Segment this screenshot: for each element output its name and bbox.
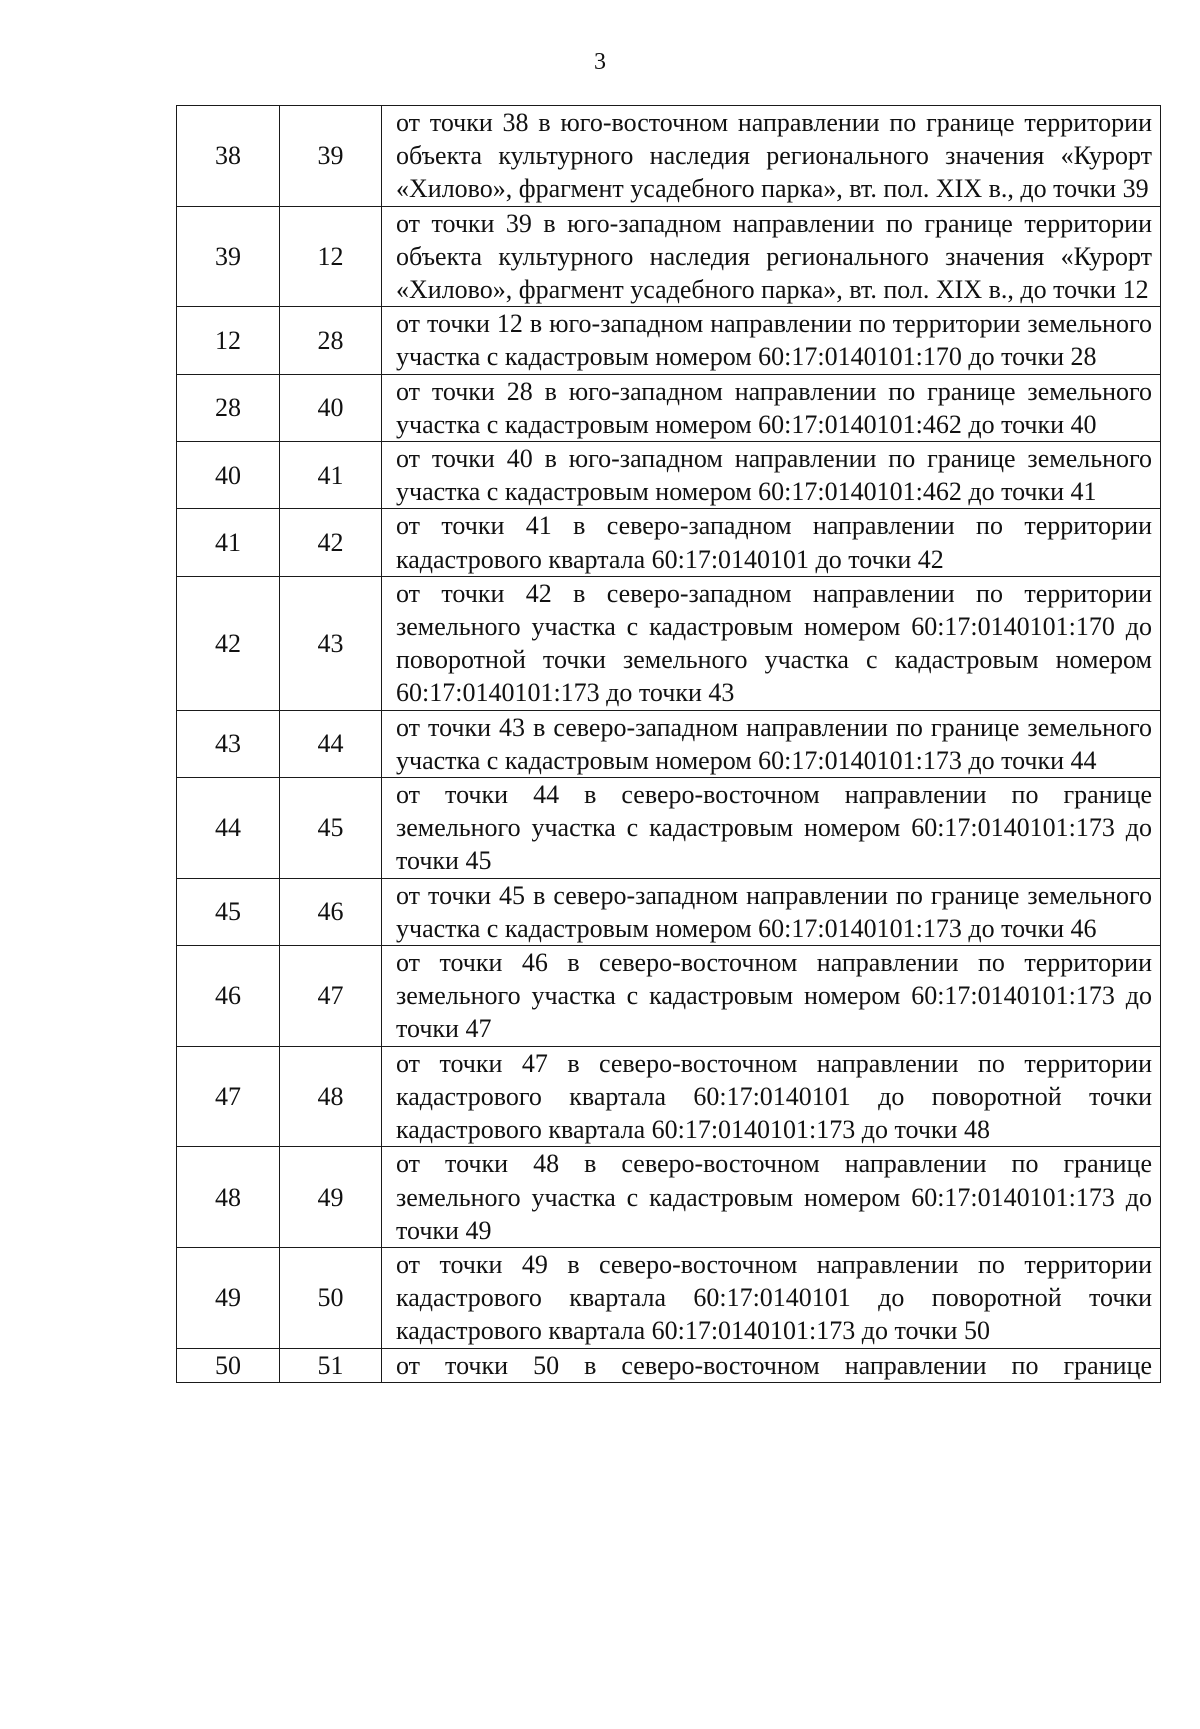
point-to: 41 xyxy=(280,442,382,509)
segment-description: от точки 39 в юго-западном направлении по границе территории объекта культурного наследия регионального значения «Курорт «Хилово», фрагмент усадебного парка», вт. пол. XIX в., до точки 12 xyxy=(382,206,1161,307)
table-row xyxy=(177,1348,1161,1382)
boundary-description-table xyxy=(176,105,1161,1383)
point-from: 48 xyxy=(177,1147,280,1248)
point-to: 48 xyxy=(280,1046,382,1147)
table-row xyxy=(177,1247,1161,1348)
segment-description: от точки 47 в северо-восточном направлении по территории кадастрового квартала 60:17:0140101 до поворотной точки кадастрового квартала 60:17:0140101:173 до точки 48 xyxy=(382,1046,1161,1147)
segment-description: от точки 45 в северо-западном направлении по границе земельного участка с кадастровым номером 60:17:0140101:173 до точки 46 xyxy=(382,878,1161,945)
point-to: 49 xyxy=(280,1147,382,1248)
point-to: 12 xyxy=(280,206,382,307)
segment-description: от точки 44 в северо-восточном направлении по границе земельного участка с кадастровым номером 60:17:0140101:173 до точки 45 xyxy=(382,778,1161,879)
point-from: 50 xyxy=(177,1348,280,1382)
point-from: 12 xyxy=(177,307,280,374)
table-row xyxy=(177,442,1161,509)
point-from: 46 xyxy=(177,946,280,1047)
table-row xyxy=(177,946,1161,1047)
segment-description: от точки 42 в северо-западном направлении по территории земельного участка с кадастровым номером 60:17:0140101:170 до поворотной точки земельного участка с кадастровым номером 60:17:0140101:173 до точки 43 xyxy=(382,576,1161,710)
point-from: 40 xyxy=(177,442,280,509)
segment-description: от точки 43 в северо-западном направлении по границе земельного участка с кадастровым номером 60:17:0140101:173 до точки 44 xyxy=(382,710,1161,777)
segment-description: от точки 46 в северо-восточном направлении по территории земельного участка с кадастровым номером 60:17:0140101:173 до точки 47 xyxy=(382,946,1161,1047)
table-row xyxy=(177,710,1161,777)
segment-description: от точки 48 в северо-восточном направлении по границе земельного участка с кадастровым номером 60:17:0140101:173 до точки 49 xyxy=(382,1147,1161,1248)
point-from: 41 xyxy=(177,509,280,576)
point-to: 40 xyxy=(280,374,382,441)
segment-description: от точки 28 в юго-западном направлении по границе земельного участка с кадастровым номером 60:17:0140101:462 до точки 40 xyxy=(382,374,1161,441)
point-from: 44 xyxy=(177,778,280,879)
point-from: 43 xyxy=(177,710,280,777)
point-from: 39 xyxy=(177,206,280,307)
point-to: 42 xyxy=(280,509,382,576)
point-from: 45 xyxy=(177,878,280,945)
point-to: 39 xyxy=(280,106,382,207)
point-to: 28 xyxy=(280,307,382,374)
table-row xyxy=(177,878,1161,945)
segment-description: от точки 41 в северо-западном направлении по территории кадастрового квартала 60:17:0140101 до точки 42 xyxy=(382,509,1161,576)
point-from: 47 xyxy=(177,1046,280,1147)
segment-description: от точки 12 в юго-западном направлении по территории земельного участка с кадастровым номером 60:17:0140101:170 до точки 28 xyxy=(382,307,1161,374)
point-from: 49 xyxy=(177,1247,280,1348)
page-number: 3 xyxy=(594,49,606,75)
segment-description: от точки 49 в северо-восточном направлении по территории кадастрового квартала 60:17:0140101 до поворотной точки кадастрового квартала 60:17:0140101:173 до точки 50 xyxy=(382,1247,1161,1348)
point-to: 43 xyxy=(280,576,382,710)
table-body xyxy=(177,106,1161,1383)
table-row xyxy=(177,206,1161,307)
table-row xyxy=(177,576,1161,710)
table-row xyxy=(177,1147,1161,1248)
table-row xyxy=(177,1046,1161,1147)
point-to: 47 xyxy=(280,946,382,1047)
segment-description: от точки 40 в юго-западном направлении по границе земельного участка с кадастровым номером 60:17:0140101:462 до точки 41 xyxy=(382,442,1161,509)
segment-description: от точки 38 в юго-восточном направлении по границе территории объекта культурного наследия регионального значения «Курорт «Хилово», фрагмент усадебного парка», вт. пол. XIX в., до точки 39 xyxy=(382,106,1161,207)
point-to: 50 xyxy=(280,1247,382,1348)
table-row xyxy=(177,778,1161,879)
point-from: 42 xyxy=(177,576,280,710)
segment-description: от точки 50 в северо-восточном направлении по границе xyxy=(382,1348,1161,1382)
point-to: 46 xyxy=(280,878,382,945)
point-to: 45 xyxy=(280,778,382,879)
table-row xyxy=(177,374,1161,441)
table-row xyxy=(177,307,1161,374)
table-row xyxy=(177,509,1161,576)
table-row xyxy=(177,106,1161,207)
point-from: 38 xyxy=(177,106,280,207)
point-to: 51 xyxy=(280,1348,382,1382)
point-to: 44 xyxy=(280,710,382,777)
point-from: 28 xyxy=(177,374,280,441)
